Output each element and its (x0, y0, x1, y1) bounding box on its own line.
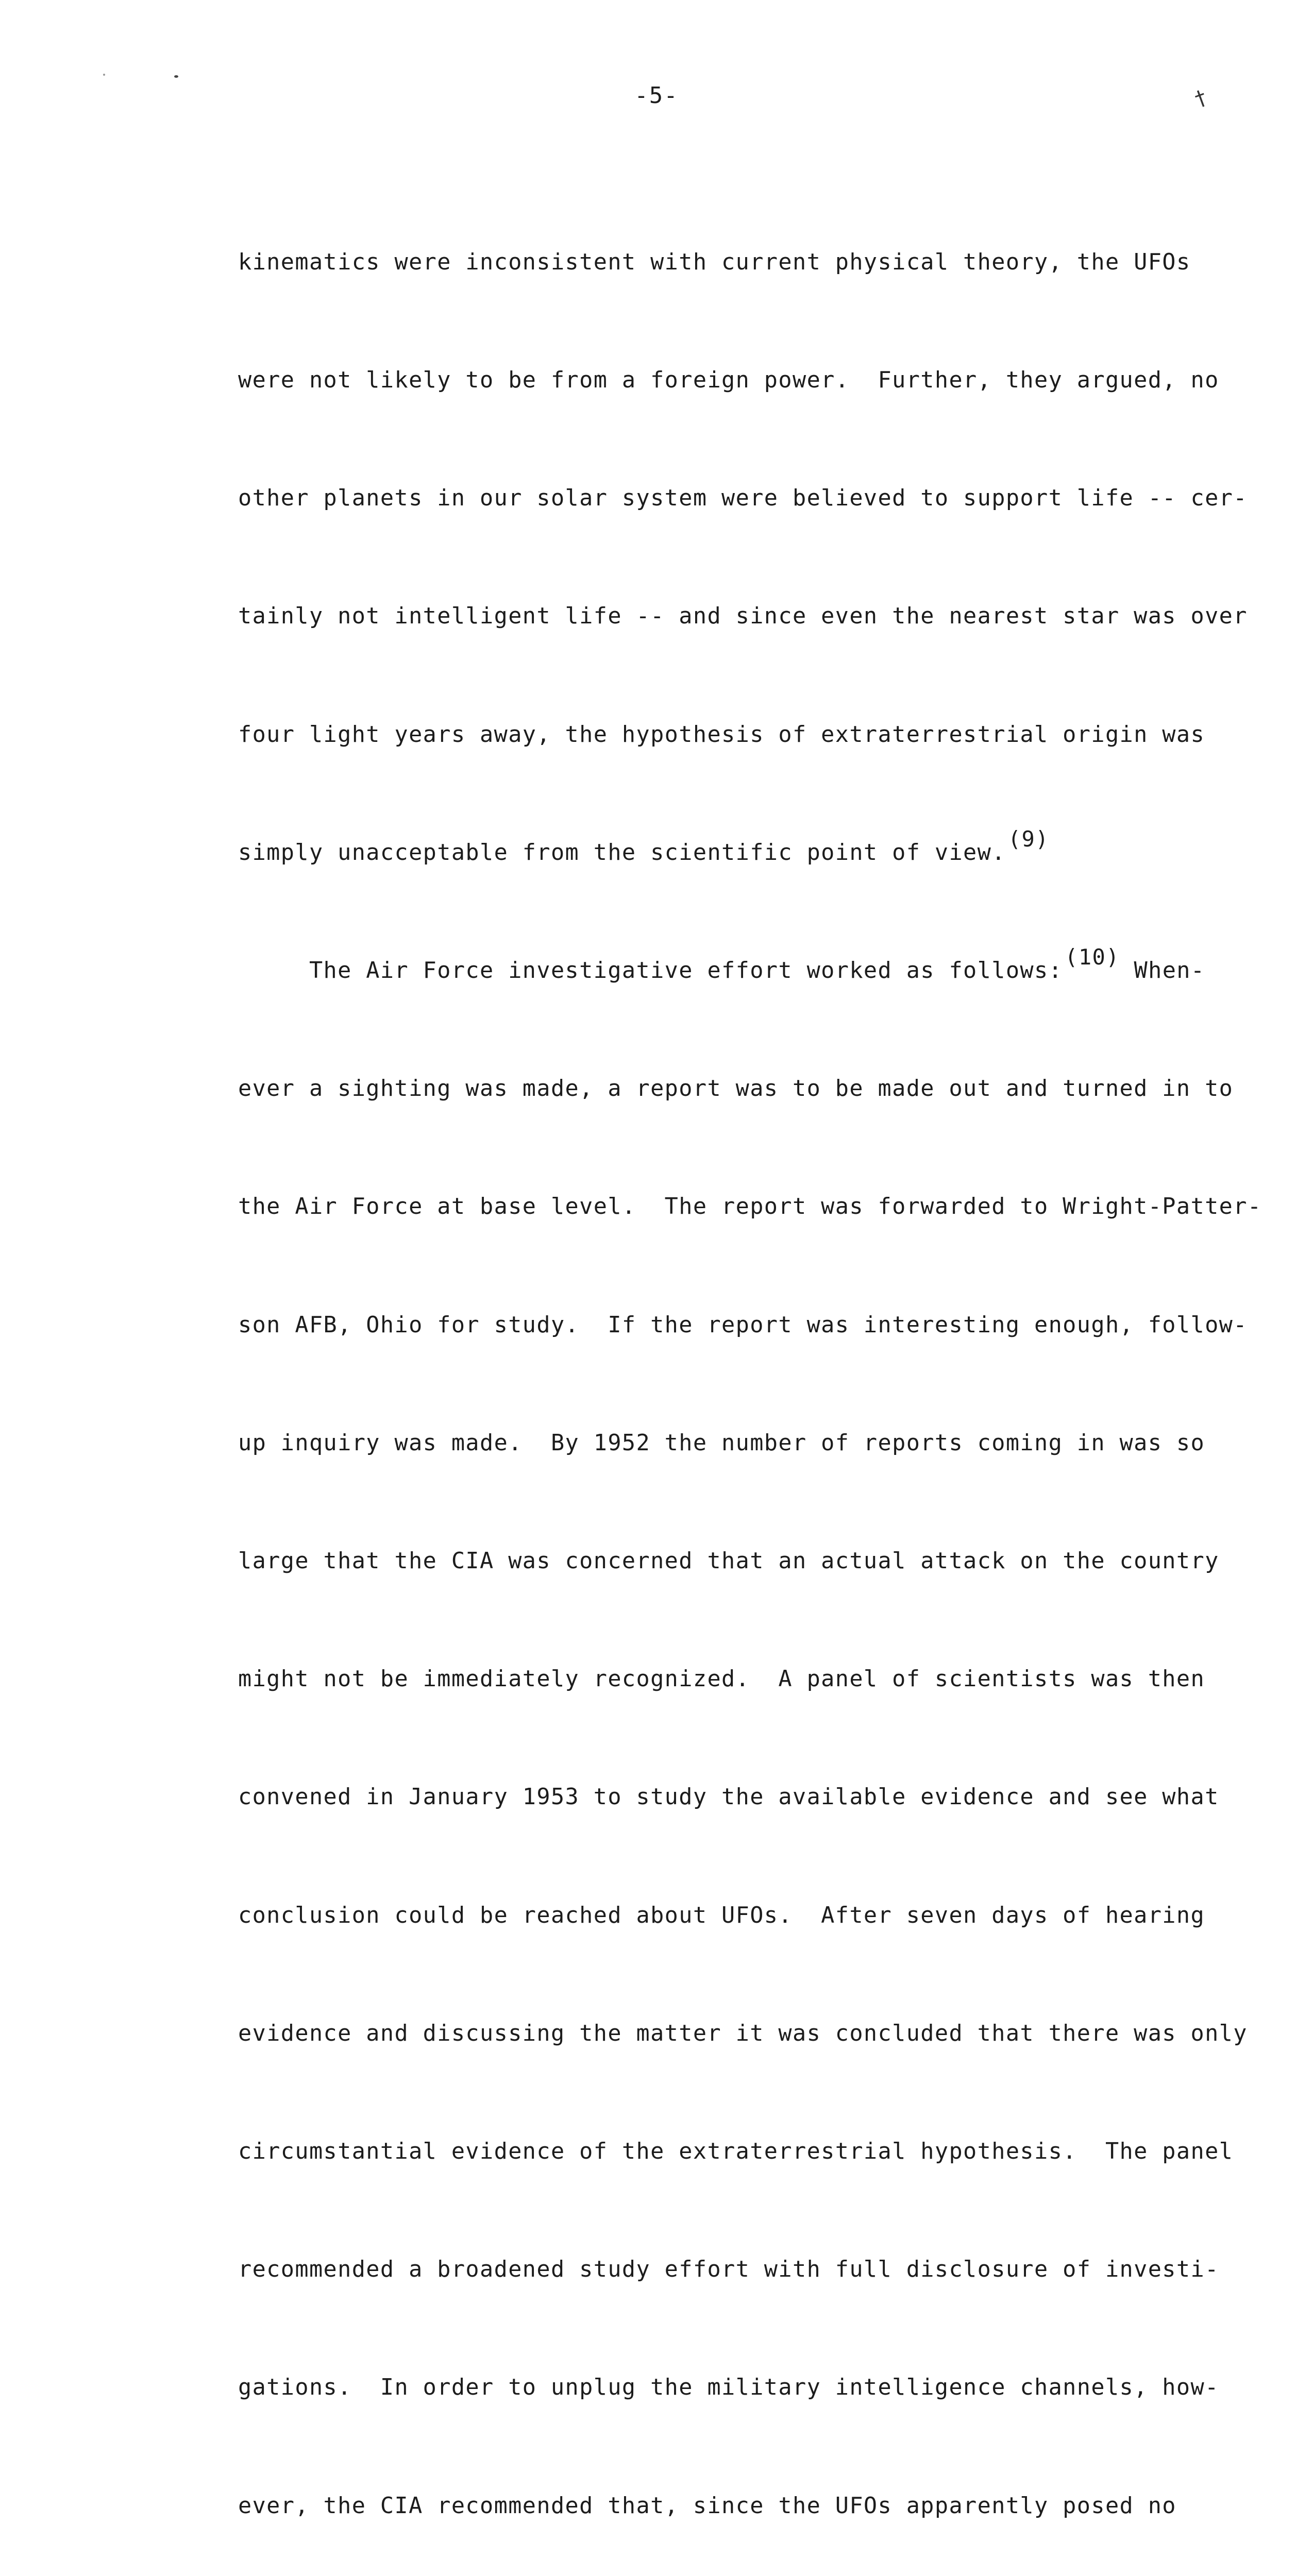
text-line: were not likely to be from a foreign power. Further, they argued, no (238, 367, 1219, 394)
text-line (238, 826, 1176, 872)
text-line: might not be immediately recognized. A panel of scientists was then (238, 1666, 1205, 1692)
text-line: the Air Force at base level. The report was forwarded to Wright-Patter- (238, 1194, 1262, 1220)
footnote-ref: (9) (1007, 826, 1049, 852)
text-line: other planets in our solar system were believed to support life -- cer- (238, 485, 1248, 512)
text-segment: simply unacceptable from the scientific point of view. (238, 839, 1006, 866)
text-line: large that the CIA was concerned that an actual attack on the country (238, 1548, 1219, 1574)
text-line: ever a sighting was made, a report was to be made out and turned in to (238, 1076, 1234, 1102)
text-segment: When- (1119, 958, 1205, 984)
scan-speck (103, 74, 105, 76)
text-line: up inquiry was made. By 1952 the number of reports coming in was so (238, 1430, 1205, 1456)
text-line: son AFB, Ohio for study. If the report was interesting enough, follow- (238, 1312, 1248, 1338)
page-number: -5- (634, 82, 679, 109)
text-segment: The Air Force investigative effort worked as follows: (238, 958, 1063, 984)
text-line: conclusion could be reached about UFOs. After seven days of hearing (238, 1902, 1205, 1928)
text-line (238, 944, 1205, 990)
text-line: ever, the CIA recommended that, since the UFOs apparently posed no (238, 2493, 1176, 2519)
text-line: recommended a broadened study effort with full disclosure of investi- (238, 2257, 1219, 2283)
text-line: tainly not intelligent life -- and since even the nearest star was over (238, 603, 1248, 630)
text-line: circumstantial evidence of the extraterrestrial hypothesis. The panel (238, 2139, 1234, 2165)
scan-speck (174, 75, 178, 78)
corner-mark: † (1190, 85, 1211, 112)
text-line: convened in January 1953 to study the available evidence and see what (238, 1784, 1219, 1810)
text-line: gations. In order to unplug the military intelligence channels, how- (238, 2375, 1219, 2401)
text-line: four light years away, the hypothesis of extraterrestrial origin was (238, 721, 1205, 748)
body-text (238, 164, 1262, 2576)
text-line: evidence and discussing the matter it was concluded that there was only (238, 2020, 1248, 2046)
text-line: kinematics were inconsistent with current physical theory, the UFOs (238, 249, 1191, 275)
footnote-ref: (10) (1065, 944, 1120, 970)
